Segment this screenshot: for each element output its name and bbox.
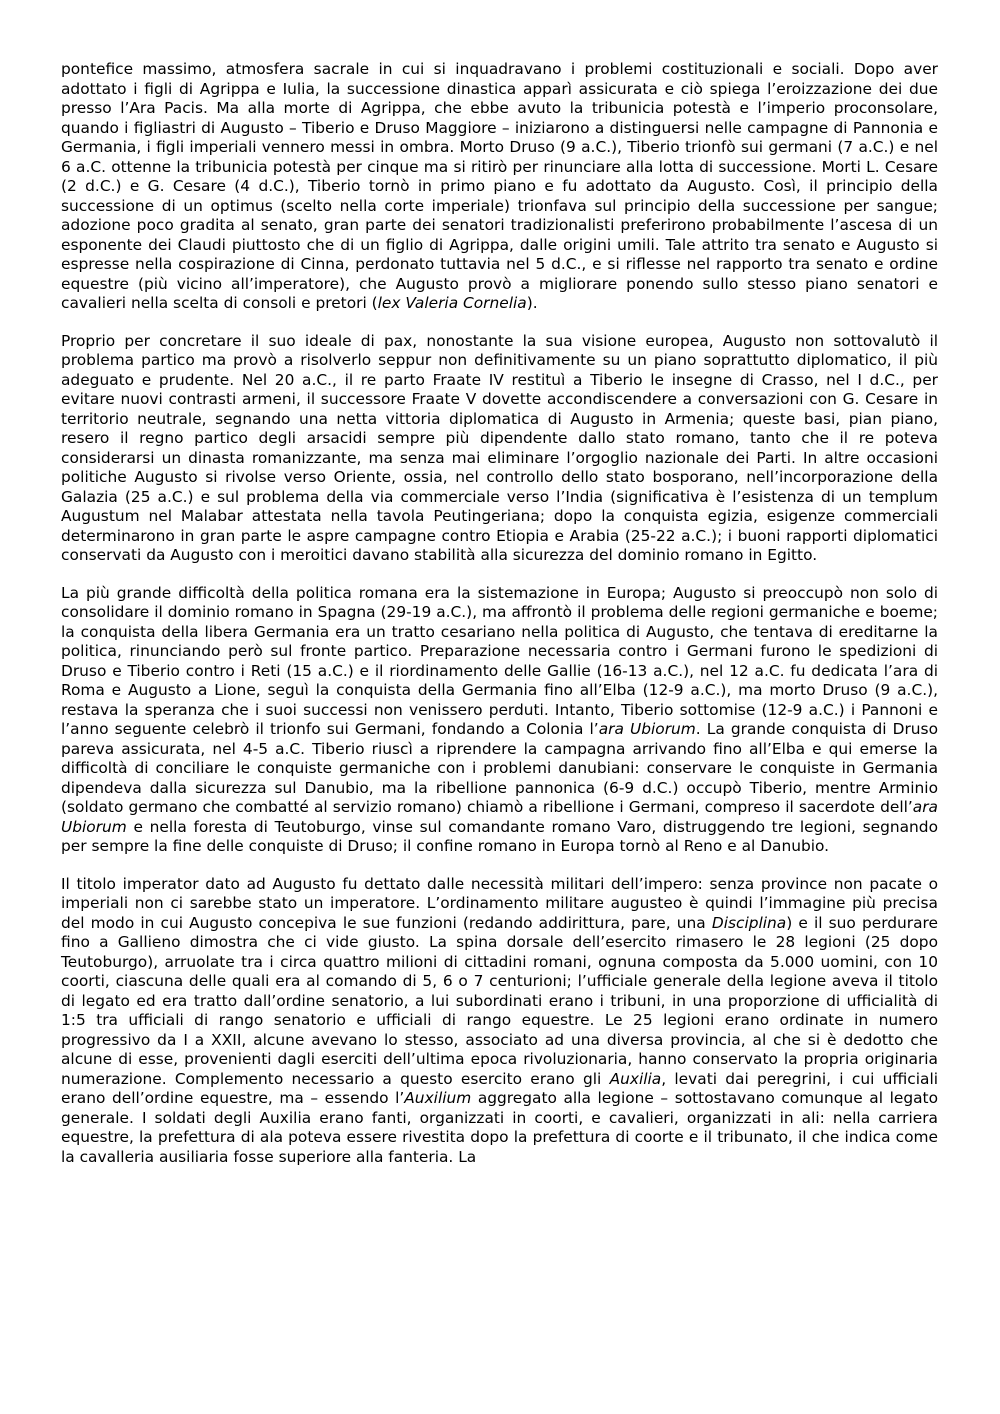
paragraph [61, 60, 938, 314]
paragraph [61, 875, 938, 1168]
italic-text-run: ara Ubiorum [598, 720, 696, 738]
italic-text-run: ara Ubiorum [61, 798, 938, 836]
text-run: . La grande conquista di Druso pareva assicurata, nel 4-5 a.C. Tiberio riuscì a riprendere la campagna arrivando fino all’Elba e qui emerse la difficoltà di conciliare le conquiste germaniche con i problemi danubiani: conservare le conquiste in Germania dipendeva dalla sicurezza sul Danubio, ma la ribellione pannonica (6-9 d.C.) occupò Tiberio, mentre Arminio (soldato germano che combatté al servizio romano) chiamò a ribellione i Germani, compreso il sacerdote dell’ [61, 720, 938, 816]
text-run: La più grande difficoltà della politica romana era la sistemazione in Europa; Augusto si preoccupò non solo di consolidare il dominio romano in Spagna (29-19 a.C.), ma affrontò il problema delle regioni germaniche e boeme; la conquista della libera Germania era un tratto cesariano nella politica di Augusto, che tentava di ereditarne la politica, rinunciando però sul fronte partico. Preparazione necessaria contro i Germani furono le spedizioni di Druso e Tiberio contro i Reti (15 a.C.) e il riordinamento delle Gallie (16-13 a.C.), nel 12 a.C. fu dedicata l’ara di Roma e Augusto a Lione, seguì la conquista della Germania fino all’Elba (12-9 a.C.), ma morto Druso (9 a.C.), restava la speranza che i suoi successi non venissero perduti. Intanto, Tiberio sottomise (12-9 a.C.) i Pannoni e l’anno seguente celebrò il trionfo sui Germani, fondando a Colonia l’ [61, 583, 938, 738]
paragraph [61, 332, 938, 566]
italic-text-run: Auxilium [404, 1089, 472, 1107]
text-run: ) e il suo perdurare fino a Gallieno dimostra che ci vide giusto. La spina dorsale dell’esercito rimasero le 28 legioni (25 dopo Teutoburgo), arruolate tra i circa quattro milioni di cittadini romani, ognuna composta da 5.000 uomini, con 10 coorti, ciascuna delle quali era al comando di 5, 6 o 7 centurioni; l’ufficiale generale della legione aveva il titolo di legato ed era tratto dall’ordine senatorio, a lui subordinati erano i tribuni, in una proporzione di ufficialità di 1:5 tra ufficiali di rango senatorio e ufficiali di rango equestre. Le 25 legioni erano ordinate in numero progressivo da I a XXII, alcune avevano lo stesso, associato ad una diversa provincia, al che si è dedotto che alcune di esse, provenienti dagli eserciti dell’ultima epoca rivoluzionaria, hanno conservato la propria originaria numerazione. Complemento necessario a questo esercito erano gli [61, 913, 938, 1088]
text-run: Il titolo imperator dato ad Augusto fu dettato dalle necessità militari dell’impero: senza province non pacate o imperiali non ci sarebbe stato un imperatore. L’ordinamento militare augusteo è quindi l’immagine più precisa del modo in cui Augusto concepiva le sue funzioni (redando addirittura, pare, una [61, 874, 938, 932]
text-run: e nella foresta di Teutoburgo, vinse sul comandante romano Varo, distruggendo tre legioni, segnando per sempre la fine delle conquiste di Druso; il confine romano in Europa tornò al Reno e al Danubio. [61, 817, 938, 855]
paragraph [61, 584, 938, 857]
text-run: Proprio per concretare il suo ideale di pax, nonostante la sua visione europea, Augusto non sottovalutò il problema partico ma provò a risolverlo seppur non definitivamente su un piano soprattutto diplomatico, il più adeguato e prudente. Nel 20 a.C., il re parto Fraate IV restituì a Tiberio le insegne di Crasso, nel I d.C., per evitare nuovi contrasti armeni, il successore Fraate V dovette accondiscendere a conversazioni con G. Cesare in territorio neutrale, segnando una netta vittoria diplomatica di Augusto in Armenia; queste basi, pian piano, resero il regno partico degli arsacidi sempre più dipendente dallo stato romano, tanto che il re poteva considerarsi un dinasta romanizzante, ma senza mai eliminare l’orgoglio nazionale dei Parti. In altre occasioni politiche Augusto si rivolse verso Oriente, ossia, nel controllo dello stato bosporano, nell’incorporazione della Galazia (25 a.C.) e sul problema della via commerciale verso l’India (significativa è l’esistenza di un templum Augustum nel Malabar attestata nella tavola Peutingeriana; dopo la conquista egizia, esigenze commerciali determinarono in gran parte le aspre campagne contro Etiopia e Arabia (25-22 a.C.); i buoni rapporti diplomatici conservati da Augusto con i meroitici davano stabilità alla sicurezza del dominio romano in Egitto. [61, 331, 938, 564]
text-run: , levati dai peregrini, i cui ufficiali erano dell’ordine equestre, ma – essendo l’ [61, 1069, 938, 1107]
italic-text-run: Auxilia [609, 1069, 662, 1088]
italic-text-run: lex Valeria Cornelia [377, 294, 527, 312]
document-page [61, 60, 938, 1167]
text-run: aggregato alla legione – sottostavano comunque al legato generale. I soldati degli Auxilia erano fanti, organizzati in coorti, e cavalieri, organizzati in ali: nella carriera equestre, la prefettura di ala poteva essere rivestita dopo la prefettura di coorte e il tribunato, il che indica come la cavalleria ausiliaria fosse superiore alla fanteria. La [61, 1089, 938, 1166]
text-run: pontefice massimo, atmosfera sacrale in cui si inquadravano i problemi costituzionali e sociali. Dopo aver adottato i figli di Agrippa e Iulia, la successione dinastica apparì assicurata e ciò spiega l’eroizzazione dei due presso l’Ara Pacis. Ma alla morte di Agrippa, che ebbe avuto la tribunicia potestà e l’imperio proconsolare, quando i figliastri di Augusto – Tiberio e Druso Maggiore – iniziarono a distinguersi nelle campagne di Pannonia e Germania, i figli imperiali vennero messi in ombra. Morto Druso (9 a.C.), Tiberio trionfò sui germani (7 a.C.) e nel 6 a.C. ottenne la tribunicia potestà per cinque ma si ritirò per rinunciare alla lotta di successione. Morti L. Cesare (2 d.C.) e G. Cesare (4 d.C.), Tiberio tornò in primo piano e fu adottato da Augusto. Così, il principio della successione di un optimus (scelto nella corte imperiale) trionfava sul principio della successione per sangue; adozione poco gradita al senato, gran parte dei senatori tradizionalisti preferirono probabilmente l’ascesa di un esponente dei Claudi piuttosto che di un figlio di Agrippa, dalle origini umili. Tale attrito tra senato e Augusto si espresse nella cospirazione di Cinna, perdonato tuttavia nel 5 d.C., e si riflesse nel rapporto tra senato e ordine equestre (più vicino all’imperatore), che Augusto provò a migliorare ponendo sullo stesso piano senatori e cavalieri nella scelta di consoli e pretori ( [61, 60, 938, 312]
text-run: ). [526, 294, 538, 312]
italic-text-run: Disciplina [711, 913, 787, 932]
